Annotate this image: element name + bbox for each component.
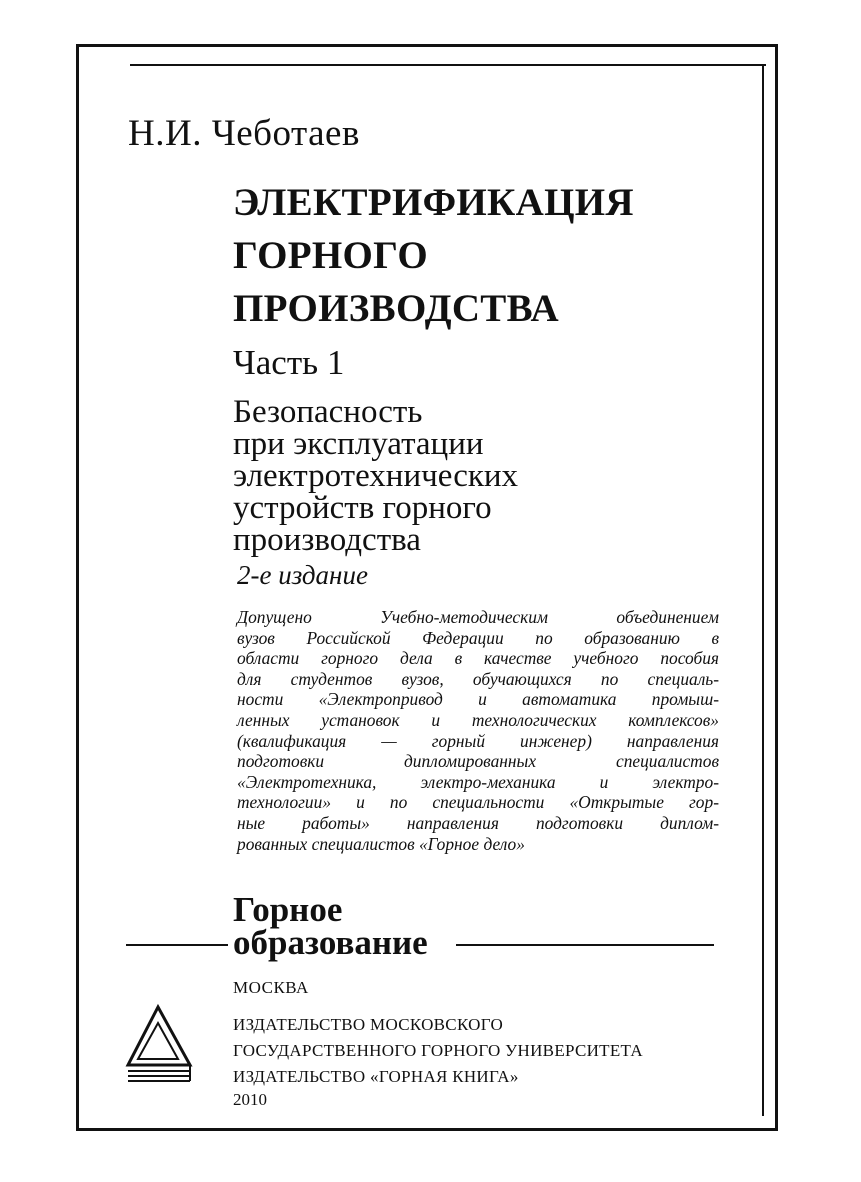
approval-line: для студентов вузов, обучающихся по специаль- [237,668,719,689]
publication-year: 2010 [233,1090,267,1109]
edition-label: 2-е издание [237,560,368,590]
approval-line: ленных установок и технологических комплексов» [237,709,719,730]
approval-line: «Электротехника, электро-механика и электро- [237,771,719,792]
series-line: Горное [233,890,343,929]
frame-inner-right-line [762,64,764,1116]
approval-statement [237,607,719,854]
publisher-line: ИЗДАТЕЛЬСТВО МОСКОВСКОГО [233,1015,504,1034]
approval-line: технологии» и по специальности «Открытые гор- [237,792,719,813]
title-line: ПРОИЗВОДСТВА [233,287,559,330]
subtitle-line: электротехнических [233,458,519,494]
book-subtitle [233,396,518,556]
subtitle-line: производства [233,522,421,558]
frame-inner-top-line [130,64,766,66]
approval-line: (квалификация — горный инженер) направления [237,730,719,751]
publisher-line: ГОСУДАРСТВЕННОГО ГОРНОГО УНИВЕРСИТЕТА [233,1041,643,1060]
publication-city: МОСКВА [233,978,309,997]
approval-line: вузов Российской Федерации по образованию в [237,627,719,648]
book-title [233,176,634,335]
approval-line: ные работы» направления подготовки диплом- [237,812,719,833]
author-name: Н.И. Чеботаев [128,113,360,154]
publisher-line: ИЗДАТЕЛЬСТВО «ГОРНАЯ КНИГА» [233,1067,519,1086]
approval-line: ности «Электропривод и автоматика промыш- [237,689,719,710]
subtitle-line: Безопасность [233,394,423,430]
approval-line: рованных специалистов «Горное дело» [237,833,525,854]
subtitle-line: устройств горного [233,490,492,526]
publisher-logo-icon [124,1003,196,1083]
part-number: Часть 1 [233,343,345,382]
publisher-names [233,1012,643,1090]
approval-line: Допущено Учебно-методическим объединением [237,607,719,627]
series-line: образование [233,923,428,962]
approval-line: подготовки дипломированных специалистов [237,751,719,772]
approval-line: области горного дела в качестве учебного пособия [237,648,719,669]
series-rule-left [126,944,228,946]
series-rule-right [456,944,714,946]
series-name [233,890,428,962]
title-line: ЭЛЕКТРИФИКАЦИЯ [233,181,634,224]
subtitle-line: при эксплуатации [233,426,484,462]
title-line: ГОРНОГО [233,234,428,277]
